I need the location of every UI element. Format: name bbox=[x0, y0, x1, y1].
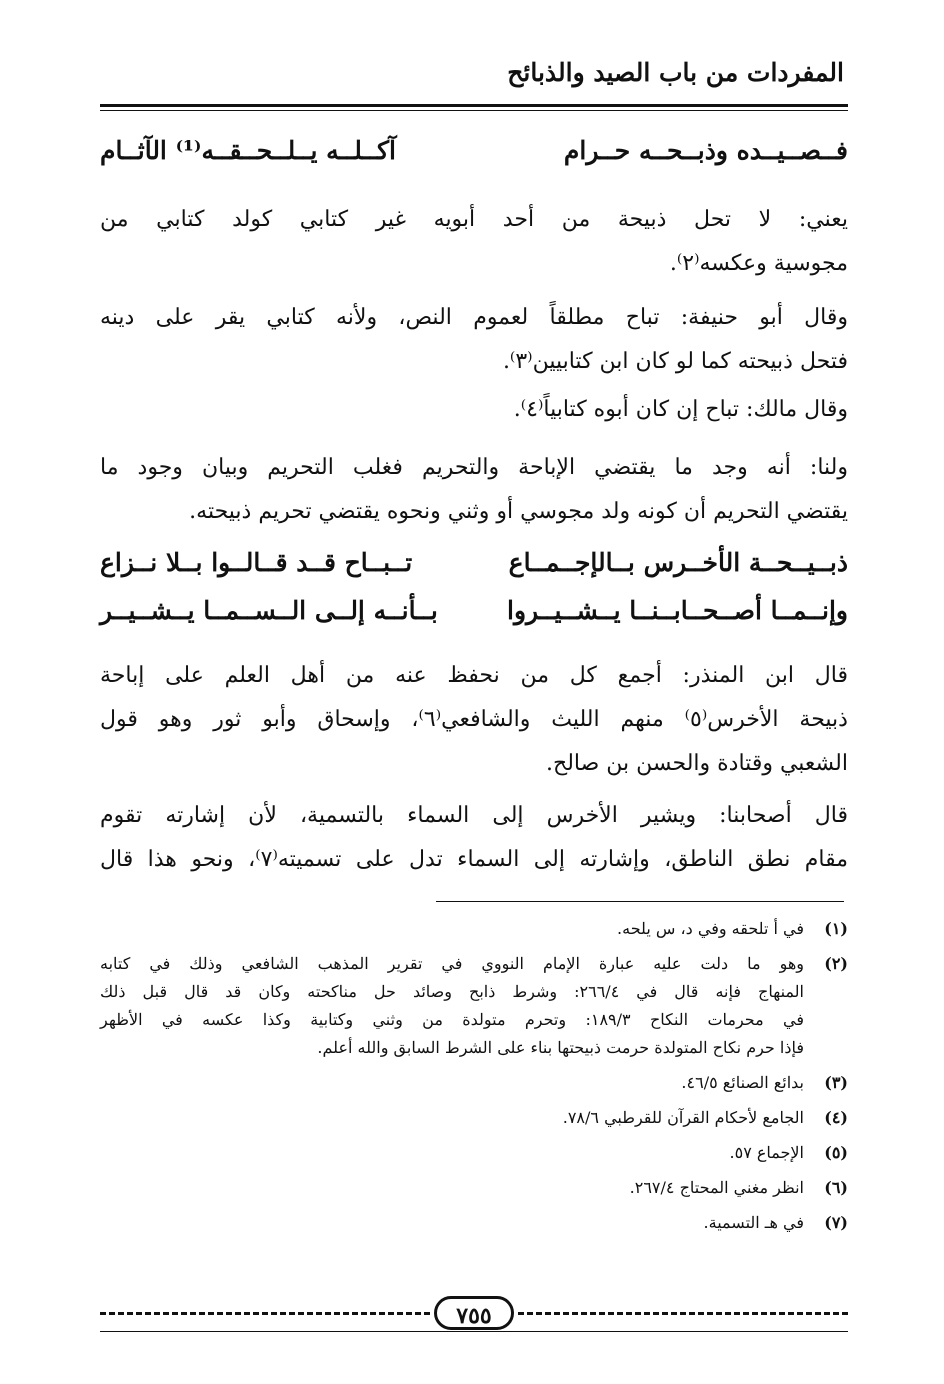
footer-dashed-rule-right bbox=[518, 1312, 848, 1315]
footnote-number: (٧) bbox=[824, 1213, 848, 1232]
text-line: يقتضي التحريم أن كونه ولد مجوسي أو وثني ونحوه يقتضي تحريم ذبيحته. bbox=[189, 499, 848, 524]
verse-2-line-2-right: وإنــمــا أصــحــابــنــا يــشــيــروا bbox=[507, 596, 848, 625]
paragraph-1 bbox=[100, 198, 848, 286]
footnote-7 bbox=[100, 1209, 848, 1237]
footnote-text: في أ تلحقه وفي د، س يلحه. bbox=[617, 919, 804, 938]
footnote-number: (٣) bbox=[824, 1073, 848, 1092]
paragraph-3 bbox=[100, 388, 848, 432]
text-line: ولنا: أنه وجد ما يقتضي الإباحة والتحريم فغلب التحريم وبيان وجود ما bbox=[100, 455, 848, 480]
footnote-text: في محرمات النكاح ١٨٩/٣: وتحرم متولدة من وثني وكتابية وكذا عكسه في الأظهر bbox=[100, 1010, 805, 1029]
text-line: وقال أبو حنيفة: تباح مطلقاً لعموم النص، ولأنه كتابي يقر على دينه bbox=[100, 305, 848, 330]
header-rule-thin bbox=[100, 110, 848, 111]
footnote-number: (٢) bbox=[824, 954, 848, 973]
paragraph-2 bbox=[100, 296, 848, 384]
footer-rule bbox=[100, 1331, 848, 1332]
footnote-number: (٥) bbox=[824, 1143, 848, 1162]
footnote-number: (١) bbox=[824, 919, 848, 938]
footnote-text: في هـ التسمية. bbox=[703, 1213, 804, 1232]
page-footer bbox=[100, 1294, 848, 1334]
footnote-separator bbox=[436, 901, 844, 902]
verse-2-line-2 bbox=[100, 596, 848, 625]
footnote-3 bbox=[100, 1069, 848, 1097]
page-number: ٧٥٥ bbox=[434, 1296, 514, 1330]
footnote-text: وهو ما دلت عليه عبارة الإمام النووي في تقرير المذهب الشافعي وذلك في كتابه bbox=[100, 954, 804, 973]
footnote-number: (٤) bbox=[824, 1108, 848, 1127]
running-title: المفردات من باب الصيد والذبائح bbox=[507, 58, 844, 87]
verse-2-line-1-right: ذبــيــحــة الأخــرس بــالإجــمــاع bbox=[508, 548, 848, 577]
text-line: مقام نطق الناطق، وإشارته إلى السماء تدل على تسميته⁽٧⁾، ونحو هذا قال bbox=[100, 847, 849, 872]
paragraph-5 bbox=[100, 654, 848, 786]
text-line: وقال مالك: تباح إن كان أبوه كتابياً⁽٤⁾. bbox=[513, 397, 848, 422]
paragraph-6 bbox=[100, 794, 848, 882]
text-line: قال ابن المنذر: أجمع كل من نحفظ عنه من أهل العلم على إباحة bbox=[100, 663, 848, 688]
text-line: مجوسية وعكسه⁽٢⁾. bbox=[669, 251, 848, 276]
verse-2-line-1-left: تــبــاح قــد قــالــوا بــلا نــزاع bbox=[100, 548, 413, 577]
footnotes bbox=[100, 915, 848, 1244]
header-rule-thick bbox=[100, 104, 848, 107]
footnote-number: (٦) bbox=[824, 1178, 848, 1197]
footnote-text: الجامع لأحكام القرآن للقرطبي ٧٨/٦. bbox=[562, 1108, 804, 1127]
footnote-text: المنهاج فإنه قال في ٢٦٦/٤: وشرط ذابح وصائد حل مناكحته وكان قد قال قبل ذلك bbox=[100, 982, 804, 1001]
verse-1-right-hemistich: فــصــيــده وذبــحــه حــرام bbox=[563, 136, 848, 165]
footnote-2 bbox=[100, 950, 848, 1062]
verse-1 bbox=[100, 136, 848, 165]
verse-2-line-2-left: بــأنــه إلــى الــســمــا يــشــيــر bbox=[100, 596, 438, 625]
footnote-text: انظر مغني المحتاج ٢٦٧/٤. bbox=[629, 1178, 804, 1197]
footnote-5 bbox=[100, 1139, 848, 1167]
text-line: ذبيحة الأخرس⁽٥⁾ منهم الليث والشافعي⁽٦⁾، وإسحاق وأبو ثور وهو قول bbox=[100, 707, 848, 732]
footnote-4 bbox=[100, 1104, 848, 1132]
footnote-6 bbox=[100, 1174, 848, 1202]
text-line: قال أصحابنا: ويشير الأخرس إلى السماء بالتسمية، لأن إشارته تقوم bbox=[100, 803, 848, 828]
text-line: يعني: لا تحل ذبيحة من أحد أبويه غير كتابي كولد كتابي من bbox=[100, 207, 848, 232]
text-line: الشعبي وقتادة والحسن بن صالح. bbox=[546, 751, 848, 776]
footnote-text: بدائع الصنائع ٤٦/٥. bbox=[681, 1073, 804, 1092]
paragraph-4 bbox=[100, 446, 848, 534]
footnote-1 bbox=[100, 915, 848, 943]
footnote-text: الإجماع ٥٧. bbox=[729, 1143, 804, 1162]
text-line: فتحل ذبيحته كما لو كان ابن كتابيين⁽٣⁾. bbox=[502, 349, 848, 374]
verse-2-line-1 bbox=[100, 548, 848, 577]
footer-dashed-rule-left bbox=[100, 1312, 430, 1315]
verse-1-left-hemistich: آكــلــه يــلــحــقــه⁽¹⁾ الآثــام bbox=[100, 136, 396, 165]
footnote-text: فإذا حرم نكاح المتولدة حرمت ذبيحتها بناء على الشرط السابق والله أعلم. bbox=[317, 1038, 804, 1057]
